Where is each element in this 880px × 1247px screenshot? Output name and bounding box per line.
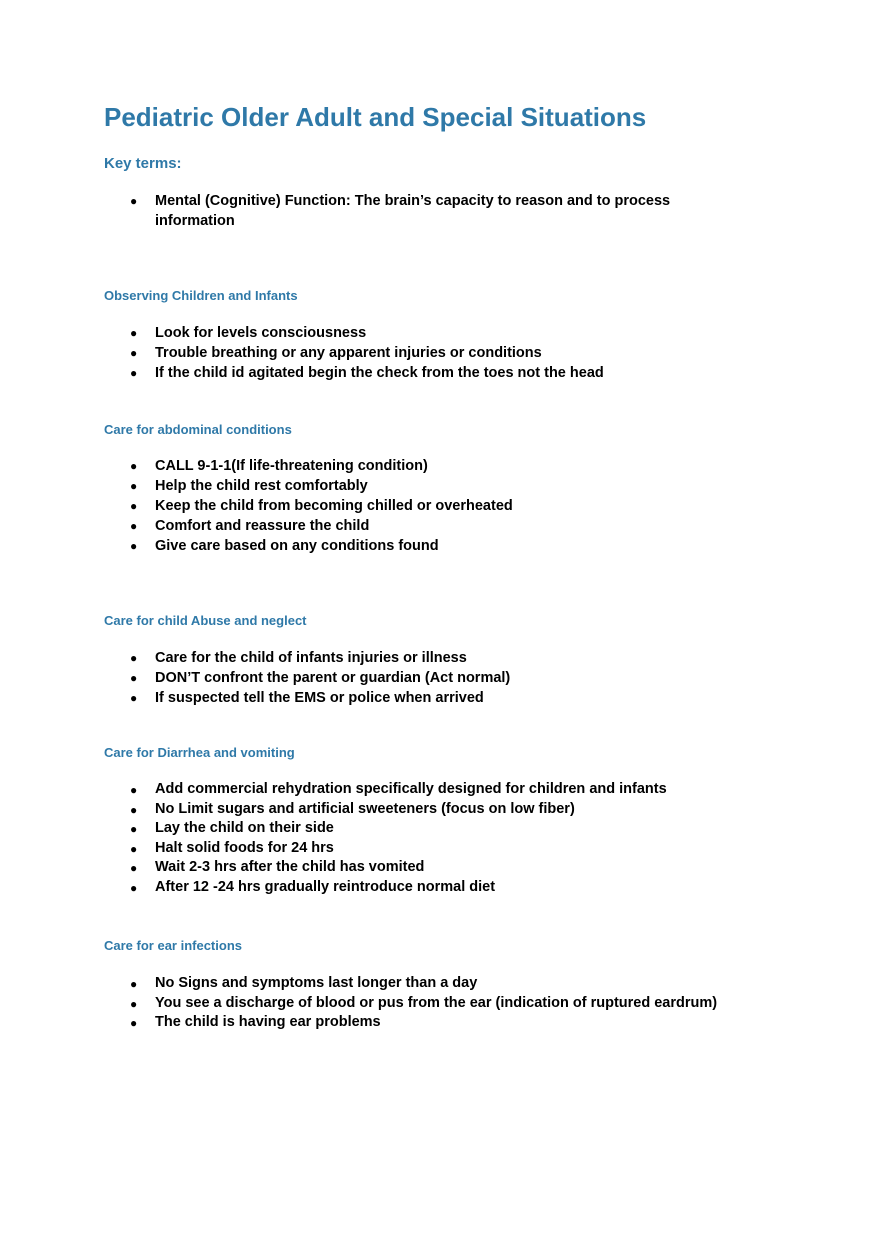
- section-list-observing: [130, 323, 770, 383]
- bullet-icon: ●: [130, 802, 138, 817]
- list-item: [130, 363, 770, 383]
- bullet-icon: ●: [130, 691, 138, 705]
- section-list-diarrhea: [130, 780, 770, 898]
- list-item: [130, 839, 770, 859]
- list-item: [130, 648, 770, 668]
- list-item-text: Lay the child on their side: [155, 820, 334, 837]
- list-item: [130, 780, 770, 800]
- list-item-text: Mental (Cognitive) Function: The brain’s capacity to reason and to process information: [155, 193, 671, 229]
- list-item: [130, 191, 700, 231]
- list-item-text: If the child id agitated begin the check from the toes not the head: [155, 365, 604, 381]
- bullet-icon: ●: [130, 326, 138, 340]
- bullet-icon: ●: [130, 880, 138, 895]
- bullet-icon: ●: [130, 651, 138, 665]
- list-item-text: CALL 9-1-1(If life-threatening condition): [155, 458, 428, 474]
- list-item-text: Wait 2-3 hrs after the child has vomited: [155, 859, 425, 876]
- list-item: [130, 323, 770, 343]
- list-item: [130, 994, 770, 1014]
- list-item-text: After 12 -24 hrs gradually reintroduce normal diet: [155, 878, 496, 895]
- list-item-text: You see a discharge of blood or pus from the ear (indication of ruptured eardrum): [155, 994, 718, 1011]
- bullet-icon: ●: [130, 194, 138, 208]
- list-item-text: Help the child rest comfortably: [155, 478, 368, 494]
- bullet-icon: ●: [130, 671, 138, 685]
- list-item-text: No Signs and symptoms last longer than a day: [155, 975, 478, 991]
- bullet-icon: ●: [130, 459, 138, 473]
- bullet-icon: ●: [130, 519, 138, 533]
- key-terms-list: [130, 191, 770, 231]
- bullet-icon: ●: [130, 861, 138, 876]
- section-heading-abdominal: Care for abdominal conditions: [104, 422, 292, 437]
- list-item: [130, 516, 770, 536]
- section-list-abdominal: [130, 456, 770, 556]
- section-list-ear: [130, 974, 770, 1033]
- list-item-text: Trouble breathing or any apparent injuries or conditions: [155, 345, 542, 361]
- list-item-text: Give care based on any conditions found: [155, 538, 439, 554]
- list-item-text: The child is having ear problems: [155, 1014, 381, 1031]
- section-list-abuse: [130, 648, 770, 708]
- list-item: [130, 800, 770, 820]
- list-item: [130, 668, 770, 688]
- list-item-text: Care for the child of infants injuries or illness: [155, 650, 467, 666]
- bullet-icon: ●: [130, 346, 138, 360]
- bullet-icon: ●: [130, 996, 138, 1011]
- page-title: Pediatric Older Adult and Special Situations: [104, 102, 647, 132]
- section-heading-abuse: Care for child Abuse and neglect: [104, 613, 307, 628]
- list-item: [130, 456, 770, 476]
- key-terms-heading: Key terms:: [104, 155, 182, 172]
- list-item-text: DON’T confront the parent or guardian (Act normal): [155, 670, 511, 686]
- section-heading-observing: Observing Children and Infants: [104, 288, 298, 303]
- list-item: [130, 496, 770, 516]
- bullet-icon: ●: [130, 539, 138, 553]
- list-item-text: Look for levels consciousness: [155, 325, 367, 341]
- list-item: [130, 536, 770, 556]
- list-item: [130, 476, 770, 496]
- section-heading-diarrhea: Care for Diarrhea and vomiting: [104, 745, 295, 760]
- list-item: [130, 343, 770, 363]
- list-item: [130, 688, 770, 708]
- list-item-text: Add commercial rehydration specifically designed for children and infants: [155, 781, 667, 797]
- list-item-text: Halt solid foods for 24 hrs: [155, 839, 334, 856]
- list-item: [130, 974, 770, 994]
- bullet-icon: ●: [130, 977, 138, 991]
- list-item-text: No Limit sugars and artificial sweeteners (focus on low fiber): [155, 800, 575, 817]
- bullet-icon: ●: [130, 499, 138, 513]
- list-item-text: Keep the child from becoming chilled or overheated: [155, 498, 513, 514]
- bullet-icon: ●: [130, 479, 138, 493]
- list-item: [130, 858, 770, 878]
- bullet-icon: ●: [130, 841, 138, 856]
- section-heading-ear: Care for ear infections: [104, 938, 242, 953]
- list-item-text: If suspected tell the EMS or police when arrived: [155, 690, 484, 706]
- bullet-icon: ●: [130, 822, 138, 837]
- list-item-text: Comfort and reassure the child: [155, 518, 370, 534]
- list-item: [130, 1013, 770, 1033]
- bullet-icon: ●: [130, 783, 138, 797]
- bullet-icon: ●: [130, 1016, 138, 1031]
- bullet-icon: ●: [130, 366, 138, 380]
- list-item: [130, 819, 770, 839]
- list-item: [130, 878, 770, 898]
